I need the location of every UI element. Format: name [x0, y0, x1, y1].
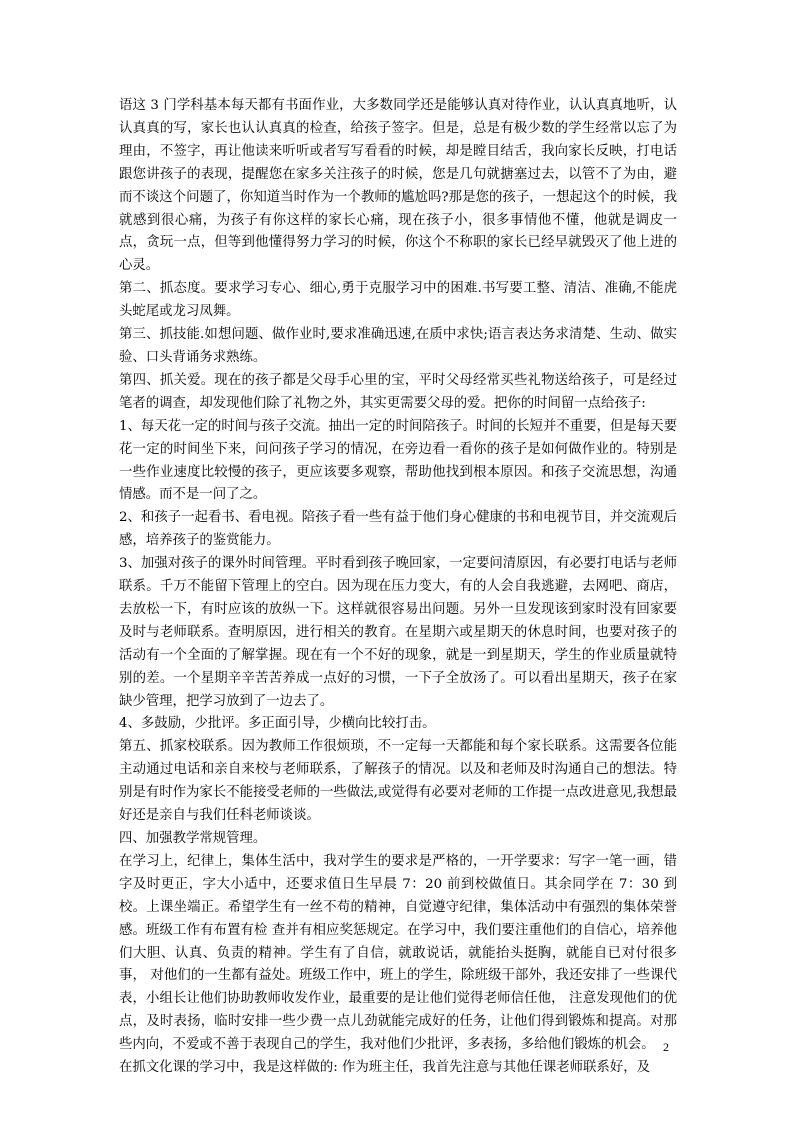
paragraph-care-item-1: 1、每天花一定的时间与孩子交流。抽出一定的时间陪孩子。时间的长短并不重要，但是每天要花一定的时间坐下来，问问孩子学习的情况，在旁边看一看你的孩子是如何做作业的。特别是一些作业速度比较慢的孩子，更应该要多观察，帮助他找到根本原因。和孩子交流思想，沟通情感。而不是一问了之。	[119, 418, 677, 503]
page-number: 2	[663, 1040, 669, 1054]
section-heading-routine: 四、加强教学常规管理。	[119, 831, 267, 846]
paragraph-discipline: 在学习上，纪律上，集体生活中，我对学生的要求是严格的，一开学要求：写字一笔一画，错字及时更正，字大小适中，还要求值日生早晨 7：20 前到校做值日。其余同学在 7：30 到校。上课坐端正。希望学生有一丝不苟的精神，自觉遵守纪律，集体活动中有强烈的集体荣誉感。班级工作有布置有检 查并有相应奖惩规定。在学习中，我们要注重他们的自信心，培养他们大胆、认真、负责的精神。学生有了自信，就敢说话，就能抬头挺胸，就能自已对付很多事， 对他们的一生都有益处。班级工作中，班上的学生，除班级干部外，我还安排了一些课代表，小组长让他们协助教师收发作业，最重要的是让他们觉得老师信任他， 注意发现他们的优点，及时表扬，临时安排一些少费一点儿劲就能完成好的任务，让他们得到锻炼和提高。对那些内向，不爱或不善于表现自己的学生，我对他们少批评，多表扬，多给他们锻炼的机会。	[119, 853, 677, 1053]
paragraph-care: 第四、抓关爱。现在的孩子都是父母手心里的宝，平时父母经常买些礼物送给孩子，可是经过笔者的调查，却发现他们除了礼物之外，其实更需要父母的爱。把你的时间留一点给孩子:	[119, 372, 677, 411]
paragraph-culture-courses: 在抓文化课的学习中，我是这样做的: 作为班主任，我首先注意与其他任课老师联系好，及	[119, 1060, 650, 1076]
paragraph-attitude: 第二、抓态度。要求学习专心、细心,勇于克服学习中的困难.书写要工整、清洁、准确,不能虎头蛇尾或龙习凤舞。	[119, 281, 677, 320]
paragraph-care-item-2: 2、和孩子一起看书、看电视。陪孩子看一些有益于他们身心健康的书和电视节目，并交流观后感，培养孩子的鉴赏能力。	[119, 510, 677, 549]
paragraph-skills: 第三、抓技能.如想问题、做作业时,要求准确迅速,在质中求快;语言表达务求清楚、生动、做实验、口头背诵务求熟练。	[119, 327, 677, 365]
paragraph-care-item-3: 3、加强对孩子的课外时间管理。平时看到孩子晚回家，一定要问清原因，有必要打电话与老师联系。千万不能留下管理上的空白。因为现在压力变大，有的人会自我逃避，去网吧、商店，去放松一下，有时应该的放纵一下。这样就很容易出问题。另外一旦发现该到家时没有回家要及时与老师联系。查明原因，进行相关的教育。在星期六或星期天的休息时间，也要对孩子的活动有一个全面的了解掌握。现在有一个不好的现象，就是一到星期天，学生的作业质量就特别的差。一个星期辛辛苦苦养成一点好的习惯，一下子全放汤了。可以看出星期天，孩子在家缺少管理，把学习放到了一边去了。	[119, 556, 677, 709]
paragraph-care-item-4: 4、多鼓励，少批评。多正面引导，少横向比较打击。	[119, 716, 436, 732]
paragraph-home-school: 第五、抓家校联系。因为教师工作很烦琐，不一定每一天都能和每个家长联系。这需要各位能主动通过电话和亲自来校与老师联系，了解孩子的情况。以及和老师及时沟通自己的想法。特别是有时作为家长不能接受老师的一些做法,或觉得有必要对老师的工作提一点改进意见,我想最好还是亲自与我们任科老师谈谈。	[119, 739, 677, 824]
document-body	[119, 95, 677, 1080]
paragraph-homework-check: 语这 3 门学科基本每天都有书面作业，大多数同学还是能够认真对待作业，认认真真地听，认认真真的写，家长也认认真真的检查，给孩子签字。但是，总是有极少数的学生经常以忘了为理由，不签字，再让他读来听听或者写写看看的时候，却是瞠目结舌，我向家长反映，打电话跟您讲孩子的表现，提醒您在家多关注孩子的时候，您是几句就搪塞过去，以管不了为由，避而不谈这个问题了，你知道当时作为一个教师的尴尬吗?那是您的孩子，一想起这个的时候，我就感到很心痛，为孩子有你这样的家长心痛，现在孩子小，很多事情他不懂，他就是调皮一点，贪玩一点，但等到他懂得努力学习的时候，你这个不称职的家长已经早就毁灭了他上进的心灵。	[119, 98, 677, 274]
